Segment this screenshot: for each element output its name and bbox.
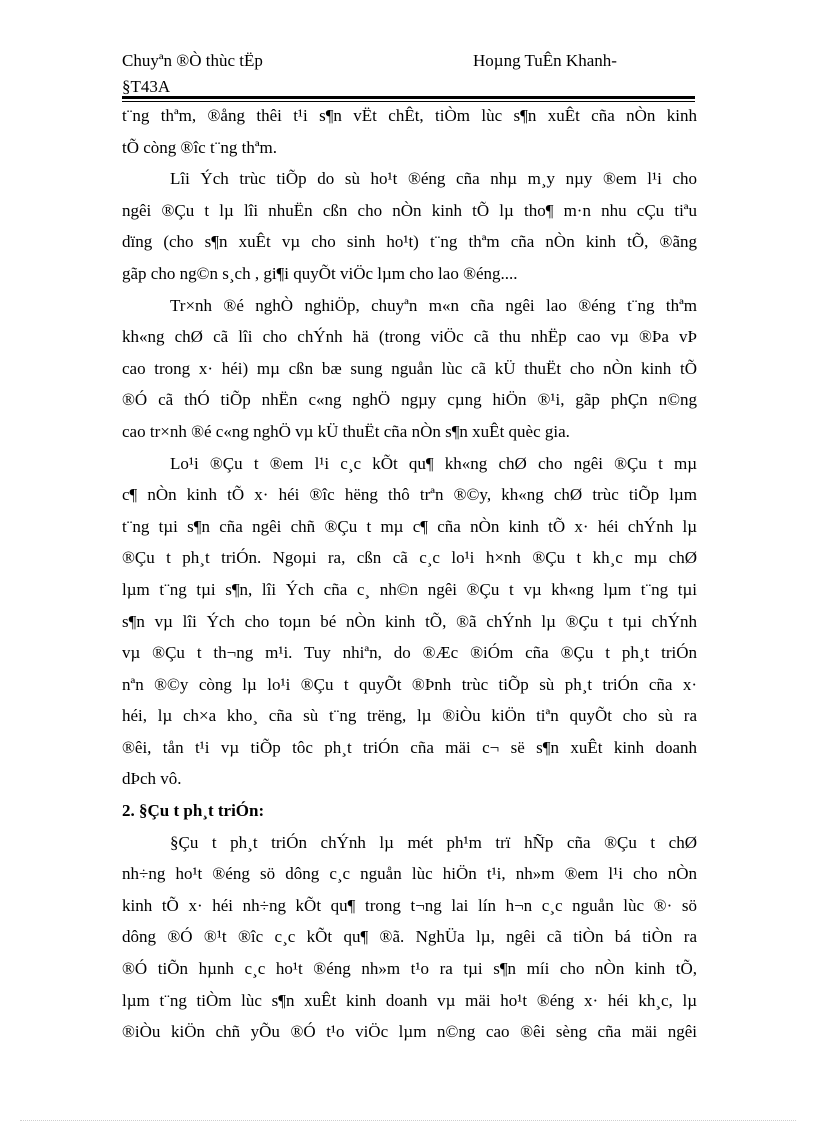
text-line: dông ®Ó ®¹t ®îc c¸c kÕt qu¶ ®ã. NghÜa lµ, ngêi cã tiÒn bá tiÒn ra <box>122 927 697 947</box>
text-line: gãp cho ng©n s¸ch , gi¶i quyÕt viÖc lµm cho lao ®éng.... <box>122 263 518 283</box>
header-author: Hoµng TuÊn Khanh- <box>473 51 617 70</box>
text-line: ®êi, tån t¹i vµ tiÕp tôc ph¸t triÓn cña mäi c¬ së s¶n xuÊt kinh doanh <box>122 737 697 757</box>
text-line: Lîi Ých trùc tiÕp do sù ho¹t ®éng cña nhµ m¸y nµy ®em l¹i cho <box>170 169 697 189</box>
text-line: t¨ng tµi s¶n cña ngêi chñ ®Çu t mµ c¶ cña nÒn kinh tÕ x· héi chÝnh lµ <box>122 516 697 536</box>
text-line: c¶ nÒn kinh tÕ x· héi ®îc hëng thô trªn ®©y, kh«ng chØ trùc tiÕp lµm <box>122 485 697 505</box>
text-line: ®Ó cã thÓ tiÕp nhËn c«ng nghÖ ngµy cµng hiÖn ®¹i, gãp phÇn n©ng <box>122 390 697 410</box>
header-class: §T43A <box>122 77 171 96</box>
text-line: tÕ còng ®îc t¨ng thªm. <box>122 137 278 157</box>
text-line: vµ ®Çu t th¬ng m¹i. Tuy nhiªn, do ®Æc ®iÓm cña ®Çu t ph¸t triÓn <box>122 643 697 663</box>
header-topic: Chuyªn ®Ò thùc tËp <box>122 51 263 70</box>
text-line: ®iÒu kiÖn chñ yÕu ®Ó t¹o viÖc lµm n©ng cao ®êi sèng cña mäi ngêi <box>122 1022 697 1042</box>
header-left <box>122 48 263 100</box>
text-line: ®Çu t ph¸t triÓn. Ngoµi ra, cßn cã c¸c lo¹i h×nh ®Çu t kh¸c mµ chØ <box>122 548 697 568</box>
text-line: Lo¹i ®Çu t ®em l¹i c¸c kÕt qu¶ kh«ng chØ cho ngêi ®Çu t mµ <box>170 453 697 473</box>
text-line: kh«ng chØ cã lîi cho chÝnh hä (trong viÖc cã thu nhËp cao vµ ®Þa vÞ <box>122 327 697 347</box>
text-line: lµm t¨ng tiÒm lùc s¶n xuÊt kinh doanh vµ mäi ho¹t ®éng x· héi kh¸c, lµ <box>122 990 697 1010</box>
text-line: Tr×nh ®é nghÒ nghiÖp, chuyªn m«n cña ngêi lao ®éng t¨ng thªm <box>170 295 697 315</box>
text-line: t¨ng thªm, ®ång thêi t¹i s¶n vËt chÊt, tiÒm lùc s¶n xuÊt cña nÒn kinh <box>122 106 697 125</box>
body-text <box>122 100 697 1048</box>
text-line: lµm t¨ng tµi s¶n, lîi Ých cña c¸ nh©n ngêi ®Çu t vµ kh«ng lµm t¨ng tµi <box>122 579 697 599</box>
text-line: kinh tÕ x· héi nh÷ng kÕt qu¶ trong t¬ng lai lín h¬n c¸c nguån lùc ®· sö <box>122 895 697 915</box>
text-line: §Çu t ph¸t triÓn chÝnh lµ mét ph¹m trï hÑp cña ®Çu t chØ <box>170 832 697 852</box>
text-line: ngêi ®Çu t lµ lîi nhuËn cßn cho nÒn kinh tÕ lµ tho¶ m·n nhu cÇu tiªu <box>122 200 697 220</box>
header-rule-thick <box>122 96 695 99</box>
text-line: cao trong x· héi) mµ cßn bæ sung nguån lùc cã kÜ thuËt cho nÒn kinh tÕ <box>122 358 697 378</box>
text-line: ®Ó tiÕn hµnh c¸c ho¹t ®éng nh»m t¹o ra tµi s¶n míi cho nÒn kinh tÕ, <box>122 959 697 979</box>
section-heading: 2. §Çu t ph¸t triÓn: <box>122 801 265 821</box>
text-line: dïng (cho s¶n xuÊt vµ cho sinh ho¹t) t¨ng thªm cña nÒn kinh tÕ, ®ãng <box>122 232 697 252</box>
text-line: nh÷ng ho¹t ®éng sö dông c¸c nguån lùc hiÖn t¹i, nh»m ®em l¹i cho nÒn <box>122 864 697 884</box>
page-bottom-border <box>20 1120 796 1121</box>
text-line: cao tr×nh ®é c«ng nghÖ vµ kÜ thuËt cña nÒn s¶n xuÊt quèc gia. <box>122 421 570 441</box>
text-line: héi, lµ ch×a kho¸ cña sù t¨ng trëng, lµ ®iÒu kiÖn tiªn quyÕt cho sù ra <box>122 706 697 726</box>
text-line: s¶n vµ lîi Ých cho toµn bé nÒn kinh tÕ, ®ã chÝnh lµ ®Çu t tµi chÝnh <box>122 611 697 631</box>
text-line: nªn ®©y còng lµ lo¹i ®Çu t quyÕt ®Þnh trùc tiÕp sù ph¸t triÓn cña x· <box>122 674 697 694</box>
text-line: dÞch vô. <box>122 769 182 789</box>
